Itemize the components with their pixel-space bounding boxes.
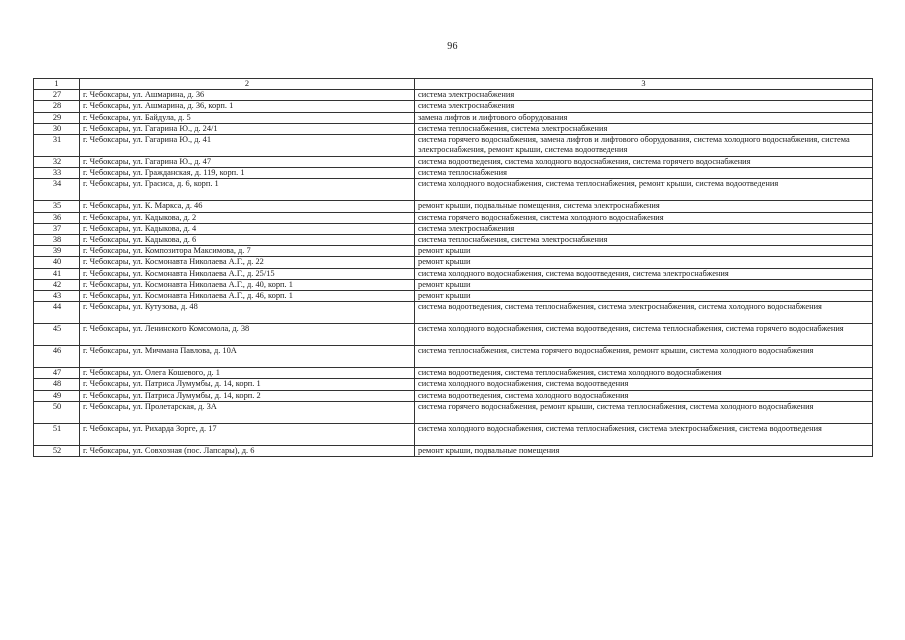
row-number-cell: 48 [34,379,80,390]
work-type-cell: система водоотведения, система холодного водоснабжения, система горячего водоснабжения [415,157,873,168]
table-row [34,368,873,379]
address-cell: г. Чебоксары, ул. Кадыкова, д. 2 [80,212,415,223]
address-cell: г. Чебоксары, ул. Композитора Максимова, д. 7 [80,246,415,257]
table-header [34,79,873,90]
work-type-cell: система холодного водоснабжения, система водоотведения, система электроснабжения [415,268,873,279]
work-type-cell: ремонт крыши, подвальные помещения [415,445,873,456]
row-number-cell: 38 [34,235,80,246]
work-type-cell: система теплоснабжения, система горячего водоснабжения, ремонт крыши, система холодного водоснабжения [415,346,873,368]
row-number-cell: 40 [34,257,80,268]
work-type-cell: замена лифтов и лифтового оборудования [415,112,873,123]
row-number-cell: 46 [34,346,80,368]
address-cell: г. Чебоксары, ул. Космонавта Николаева А.Г., д. 40, корп. 1 [80,279,415,290]
work-type-cell: система горячего водоснабжения, замена лифтов и лифтового оборудования, система холодного водоснабжения, система электроснабжения, ремонт крыши, система водоотведения [415,135,873,157]
address-cell: г. Чебоксары, ул. Совхозная (пос. Лапсары), д. 6 [80,445,415,456]
row-number-cell: 28 [34,101,80,112]
table-row [34,101,873,112]
row-number-cell: 52 [34,445,80,456]
table-row [34,112,873,123]
table-row [34,257,873,268]
table-row [34,90,873,101]
column-address-header: 2 [80,79,415,90]
table-row [34,291,873,302]
table-row [34,123,873,134]
work-type-cell: система водоотведения, система теплоснабжения, система электроснабжения, система холодного водоснабжения [415,302,873,324]
table-row [34,379,873,390]
table-row [34,168,873,179]
table-row [34,135,873,157]
address-cell: г. Чебоксары, ул. Космонавта Николаева А.Г., д. 25/15 [80,268,415,279]
table-row [34,235,873,246]
address-cell: г. Чебоксары, ул. Грасиса, д. 6, корп. 1 [80,179,415,201]
work-type-cell: система электроснабжения [415,223,873,234]
work-type-cell: ремонт крыши [415,246,873,257]
table-row [34,268,873,279]
address-cell: г. Чебоксары, ул. Патриса Лумумбы, д. 14, корп. 1 [80,379,415,390]
row-number-cell: 33 [34,168,80,179]
address-cell: г. Чебоксары, ул. Патриса Лумумбы, д. 14, корп. 2 [80,390,415,401]
row-number-cell: 32 [34,157,80,168]
row-number-cell: 35 [34,201,80,212]
table-row [34,201,873,212]
table-row [34,246,873,257]
table-row [34,157,873,168]
row-number-cell: 39 [34,246,80,257]
row-number-cell: 47 [34,368,80,379]
work-type-cell: система холодного водоснабжения, система теплоснабжения, система электроснабжения, система водоотведения [415,423,873,445]
row-number-cell: 50 [34,401,80,423]
work-type-cell: система горячего водоснабжения, система холодного водоснабжения [415,212,873,223]
table-body [34,90,873,457]
row-number-cell: 49 [34,390,80,401]
work-type-cell: ремонт крыши [415,257,873,268]
row-number-cell: 30 [34,123,80,134]
work-type-cell: система теплоснабжения [415,168,873,179]
work-type-cell: ремонт крыши [415,291,873,302]
work-type-cell: система электроснабжения [415,90,873,101]
row-number-cell: 37 [34,223,80,234]
work-type-cell: система теплоснабжения, система электроснабжения [415,235,873,246]
work-type-cell: система теплоснабжения, система электроснабжения [415,123,873,134]
work-type-cell: система холодного водоснабжения, система водоотведения, система теплоснабжения, система горячего водоснабжения [415,324,873,346]
row-number-cell: 31 [34,135,80,157]
row-number-cell: 44 [34,302,80,324]
row-number-cell: 45 [34,324,80,346]
row-number-cell: 29 [34,112,80,123]
address-cell: г. Чебоксары, ул. Кутузова, д. 48 [80,302,415,324]
table-row [34,212,873,223]
row-number-cell: 34 [34,179,80,201]
table-row [34,223,873,234]
address-cell: г. Чебоксары, ул. Космонавта Николаева А.Г., д. 46, корп. 1 [80,291,415,302]
work-type-cell: система водоотведения, система теплоснабжения, система холодного водоснабжения [415,368,873,379]
table-row [34,423,873,445]
work-type-cell: система горячего водоснабжения, ремонт крыши, система теплоснабжения, система холодного водоснабжения [415,401,873,423]
table-row [34,324,873,346]
work-type-cell: система холодного водоснабжения, система теплоснабжения, ремонт крыши, система водоотведения [415,179,873,201]
table-row [34,279,873,290]
column-number-header: 1 [34,79,80,90]
table-row [34,445,873,456]
header-row [34,79,873,90]
row-number-cell: 51 [34,423,80,445]
row-number-cell: 42 [34,279,80,290]
table-row [34,302,873,324]
registry-table [33,78,873,457]
address-cell: г. Чебоксары, ул. Олега Кошевого, д. 1 [80,368,415,379]
work-type-cell: ремонт крыши, подвальные помещения, система электроснабжения [415,201,873,212]
table-row [34,346,873,368]
address-cell: г. Чебоксары, ул. Кадыкова, д. 4 [80,223,415,234]
address-cell: г. Чебоксары, ул. Кадыкова, д. 6 [80,235,415,246]
address-cell: г. Чебоксары, ул. Гагарина Ю., д. 24/1 [80,123,415,134]
address-cell: г. Чебоксары, ул. Космонавта Николаева А.Г., д. 22 [80,257,415,268]
work-type-cell: ремонт крыши [415,279,873,290]
work-type-cell: система холодного водоснабжения, система водоотведения [415,379,873,390]
row-number-cell: 41 [34,268,80,279]
address-cell: г. Чебоксары, ул. Байдула, д. 5 [80,112,415,123]
address-cell: г. Чебоксары, ул. Ашмарина, д. 36 [80,90,415,101]
address-cell: г. Чебоксары, ул. Гагарина Ю., д. 47 [80,157,415,168]
table-row [34,390,873,401]
address-cell: г. Чебоксары, ул. Гражданская, д. 119, корп. 1 [80,168,415,179]
page-number: 96 [447,41,458,52]
address-cell: г. Чебоксары, ул. Ашмарина, д. 36, корп. 1 [80,101,415,112]
address-cell: г. Чебоксары, ул. Ленинского Комсомола, д. 38 [80,324,415,346]
address-cell: г. Чебоксары, ул. Пролетарская, д. 3А [80,401,415,423]
address-cell: г. Чебоксары, ул. Гагарина Ю., д. 41 [80,135,415,157]
row-number-cell: 43 [34,291,80,302]
work-type-cell: система водоотведения, система холодного водоснабжения [415,390,873,401]
column-work-header: 3 [415,79,873,90]
address-cell: г. Чебоксары, ул. К. Маркса, д. 46 [80,201,415,212]
address-cell: г. Чебоксары, ул. Мичмана Павлова, д. 10А [80,346,415,368]
table-row [34,179,873,201]
table-row [34,401,873,423]
work-type-cell: система электроснабжения [415,101,873,112]
address-cell: г. Чебоксары, ул. Рихарда Зорге, д. 17 [80,423,415,445]
row-number-cell: 27 [34,90,80,101]
row-number-cell: 36 [34,212,80,223]
